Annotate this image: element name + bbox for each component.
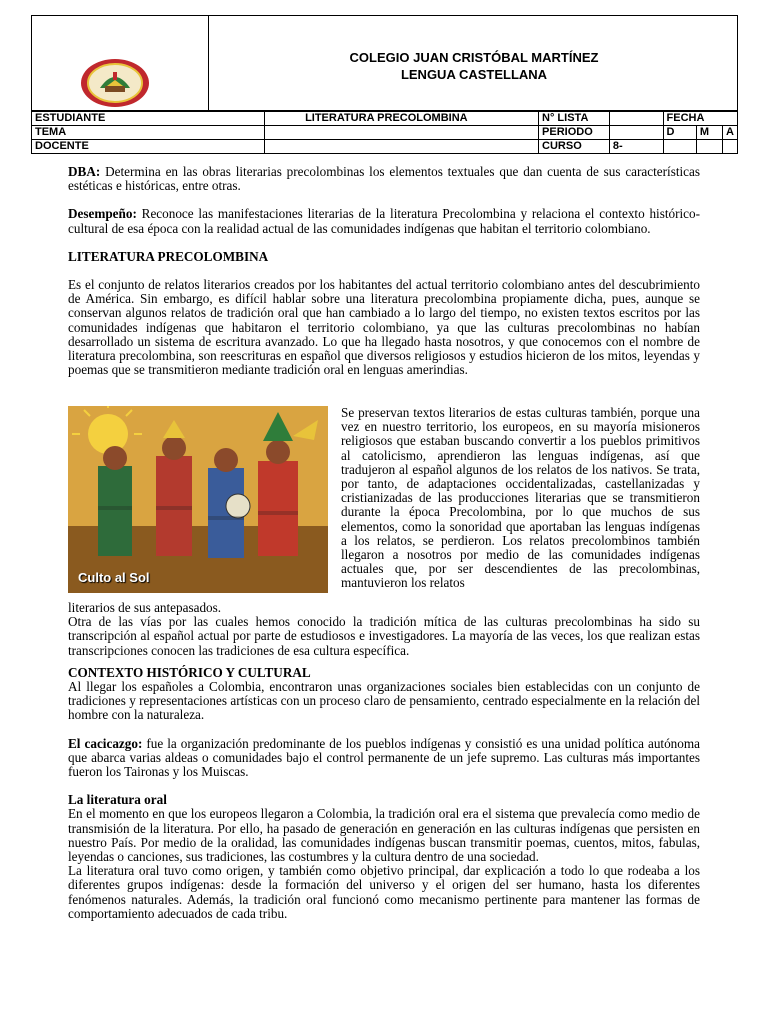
school-name: COLEGIO JUAN CRISTÓBAL MARTÍNEZ	[349, 50, 599, 65]
document-body-continued	[68, 601, 700, 921]
label-tema: TEMA	[32, 126, 265, 140]
label-curso: CURSO	[539, 140, 610, 154]
label-dia: D	[663, 126, 696, 140]
document-header	[31, 15, 738, 111]
numero-lista-cell[interactable]	[609, 112, 663, 126]
curso-cell[interactable]: 8-	[609, 140, 663, 154]
label-docente: DOCENTE	[32, 140, 265, 154]
cacicazgo-paragraph	[68, 737, 700, 780]
dba-paragraph	[68, 165, 700, 193]
student-info-table	[31, 111, 738, 154]
label-fecha: FECHA	[663, 112, 737, 126]
table-row	[32, 126, 738, 140]
anio-cell[interactable]	[723, 140, 738, 154]
table-row	[32, 112, 738, 126]
docente-cell[interactable]	[265, 140, 539, 154]
section-title-literatura-oral: La literatura oral	[68, 792, 167, 808]
tema-cell[interactable]	[265, 126, 539, 140]
dia-cell[interactable]	[663, 140, 696, 154]
document-body	[68, 165, 700, 377]
illustration-image	[68, 406, 328, 593]
label-periodo: PERIODO	[539, 126, 610, 140]
cacicazgo-text: fue la organización predominante de los pueblos indígenas y consistió es una unidad política autónoma que abarca varias aldeas o comunidades bajo el control permanente de un jefe supremo. Las culturas más importantes fueron los Taironas y los Muiscas.	[68, 735, 700, 780]
school-crest-icon	[80, 58, 150, 108]
desempeno-label: Desempeño:	[68, 206, 137, 222]
dba-label: DBA:	[68, 164, 101, 179]
table-row	[32, 140, 738, 154]
literatura-paragraph-1: Es el conjunto de relatos literarios creados por los habitantes del actual territorio colombiano antes del descubrimiento de América. Sin embargo, es difícil hablar sobre una literatura precolombina propiamente dicha, pues, aunque se conservan algunos relatos de tradición oral que han cambiado a lo largo del tiempo, no existen textos escritos por las comunidades indígenas que habitaron el territorio colombiano, ya que las culturas precolombinas no habían desarrollado un sistema de escritura avanzado. Lo que ha llegado hasta nosotros, y que conocemos con el nombre de literatura precolombina, son reescrituras en español que diversos religiosos y estudios hicieron de los mitos, leyendas y poemas que se transmitieron mediante tradición oral en lenguas amerindias.	[68, 277, 700, 378]
mes-cell[interactable]	[696, 140, 722, 154]
label-estudiante: ESTUDIANTE	[32, 112, 265, 126]
section-title-contexto: CONTEXTO HISTÓRICO Y CULTURAL	[68, 664, 311, 680]
culto-al-sol-illustration	[68, 406, 328, 593]
dba-text: Determina en las obras literarias precolombinas los elementos textuales que dan cuenta de sus características estéticas e históricas, entre otras.	[68, 164, 700, 194]
literatura-oral-paragraph-2: La literatura oral tuvo como origen, y también como objetivo principal, dar explicación a todo lo que rodeaba a los diferentes grupos indígenas: desde la formación del universo y el origen del ser humano, hasta los diferentes fenómenos naturales. Además, la tradición oral funcionó como mecanismo pertinente para mantener las formas de comportamiento adecuados de cada tribu.	[68, 863, 700, 921]
desempeno-paragraph	[68, 207, 700, 235]
school-title	[209, 49, 739, 83]
subject-name: LENGUA CASTELLANA	[400, 67, 548, 82]
para2-end: literarios de sus antepasados.	[68, 600, 222, 615]
literatura-oral-paragraph-1: En el momento en que los europeos llegaron a Colombia, la tradición oral era el sistema que prevalecía como medio de transmisión de la literatura. Por ello, ha pasado de generación en generación en las culturas indígenas que persisten en nuestro País. Por medio de la oralidad, las comunidades indígenas buscan transmitir poemas, cuentos, mitos, fabulas, leyendas o canciones, sus tradiciones, las costumbres y la cultura dentro de una sociedad.	[68, 806, 700, 865]
desempeno-text: Reconoce las manifestaciones literarias de la literatura Precolombina y relaciona el contexto histórico-cultural de esa época con la realidad actual de las comunidades indígenas que habitan el territorio colombiano.	[68, 206, 700, 236]
student-name-cell[interactable]: LITERATURA PRECOLOMBINA	[265, 112, 539, 126]
label-numero-lista: N° LISTA	[539, 112, 610, 126]
image-side-paragraph: Se preservan textos literarios de estas culturas también, porque una vez en nuestro territorio, los europeos, en su mayoría misioneros religiosos que estaban buscando convertir a los pueblos primitivos al catolicismo, aprendieron las lenguas indígenas, así que tradujeron al español algunos de los relatos de los nativos. Se trata, por tanto, de adaptaciones occidentalizadas, castellanizadas y cristianizadas de las producciones literarias que se transmitieron durante la época Precolombina, por lo que muchos de sus elementos, como la sonoridad que aportaban las lenguas indígenas a los relatos, se perdieron. Los relatos precolombinos también llegaron a nosotros por medio de las comunidades indígenas actuales que, por ser descendientes de las precolombinas, mantuvieron los relatos	[341, 405, 700, 591]
logo-cell	[32, 16, 209, 110]
image-caption: Culto al Sol	[78, 570, 150, 585]
contexto-paragraph: Al llegar los españoles a Colombia, encontraron unas organizaciones sociales bien establecidas con un conjunto de tradiciones y representaciones artísticas con un proceso claro de pensamiento, centrado especialmente en la relación del hombre con la naturaleza.	[68, 679, 700, 723]
label-anio: A	[723, 126, 738, 140]
cacicazgo-label: El cacicazgo:	[68, 735, 143, 751]
periodo-cell[interactable]	[609, 126, 663, 140]
literatura-paragraph-3: Otra de las vías por las cuales hemos conocido la tradición mítica de las culturas precolombinas ha sido su transcripción al español actual por parte de estudiosos e investigadores. La mayoría de las veces, los que realizan estas transcripciones conocen las tradiciones de esa cultura específica.	[68, 614, 700, 658]
label-mes: M	[696, 126, 722, 140]
section-title-literatura: LITERATURA PRECOLOMBINA	[68, 248, 269, 264]
